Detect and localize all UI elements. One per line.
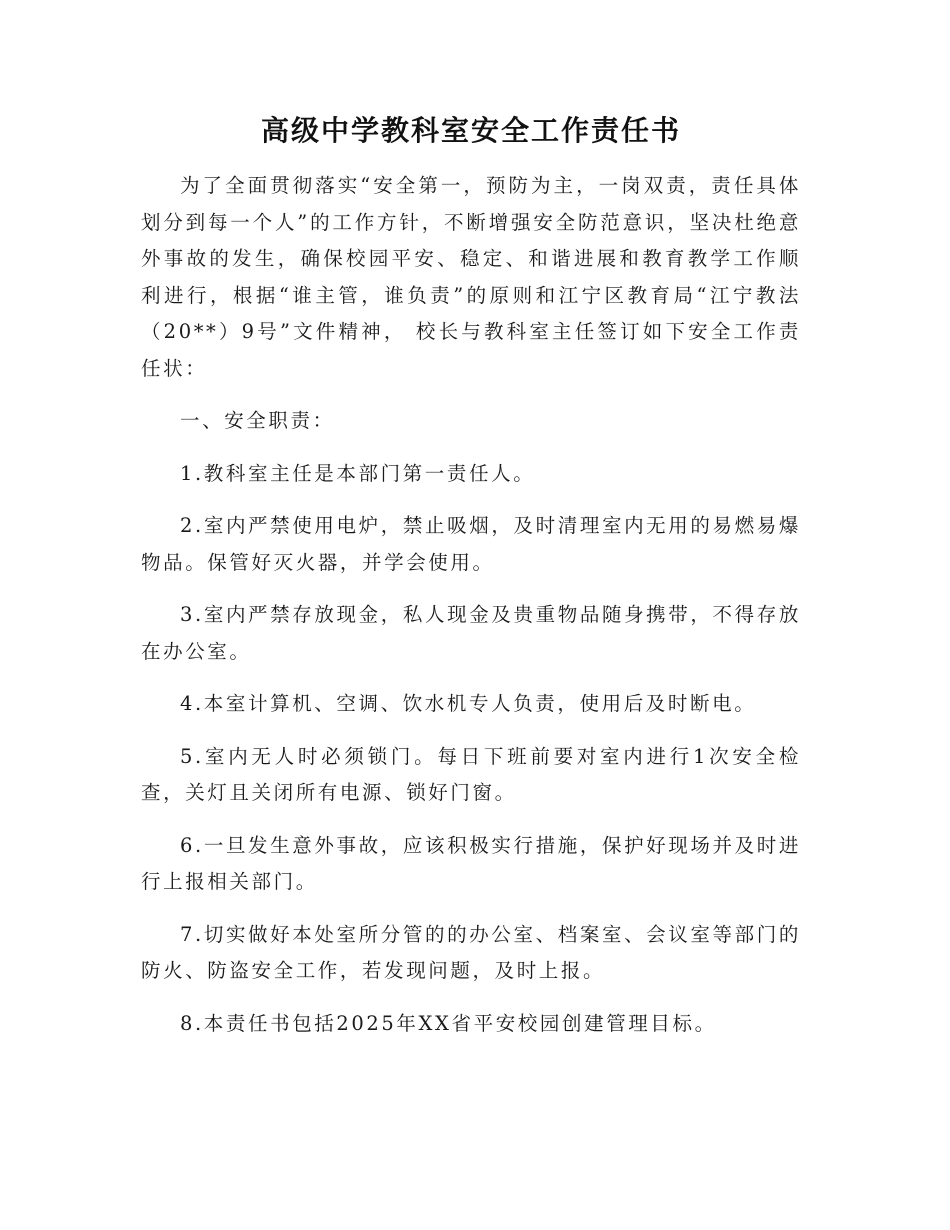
duty-item-1: 1.教科室主任是本部门第一责任人。 [180, 461, 536, 485]
duty-item-3: 3.室内严禁存放现金，私人现金及贵重物品随身携带，不得存放在办公室。 [141, 603, 801, 663]
section-heading: 一、安全职责： [180, 409, 335, 432]
duty-item-5: 5.室内无人时必须锁门。每日下班前要对室内进行1次安全检查，关灯且关闭所有电源、锁好门窗。 [141, 744, 801, 804]
intro-paragraph: 为了全面贯彻落实“安全第一，预防为主，一岗双责，责任具体划分到每一个人”的工作方针，不断增强安全防范意识，坚决杜绝意外事故的发生，确保校园平安、稳定、和谐进展和教育教学工作顺利进行，根据“谁主管，谁负责”的原则和江宁区教育局“江宁教法（20**）9号”文件精神， 校长与教科室主任签订如下安全工作责任状： [141, 174, 801, 380]
document-title: 高级中学教科室安全工作责任书 [260, 114, 681, 147]
duty-item-2: 2.室内严禁使用电炉，禁止吸烟，及时清理室内无用的易燃易爆物品。保管好灭火器，并学会使用。 [141, 514, 801, 574]
document-page [141, 108, 801, 1058]
duty-item-4: 4.本室计算机、空调、饮水机专人负责，使用后及时断电。 [180, 692, 757, 715]
duty-item-8: 8.本责任书包括2025年XX省平安校园创建管理目标。 [180, 1011, 717, 1035]
duty-item-6: 6.一旦发生意外事故，应该积极实行措施，保护好现场并及时进行上报相关部门。 [141, 833, 801, 893]
duty-item-7: 7.切实做好本处室所分管的的办公室、档案室、会议室等部门的防火、防盗安全工作，若发现问题，及时上报。 [141, 922, 801, 982]
